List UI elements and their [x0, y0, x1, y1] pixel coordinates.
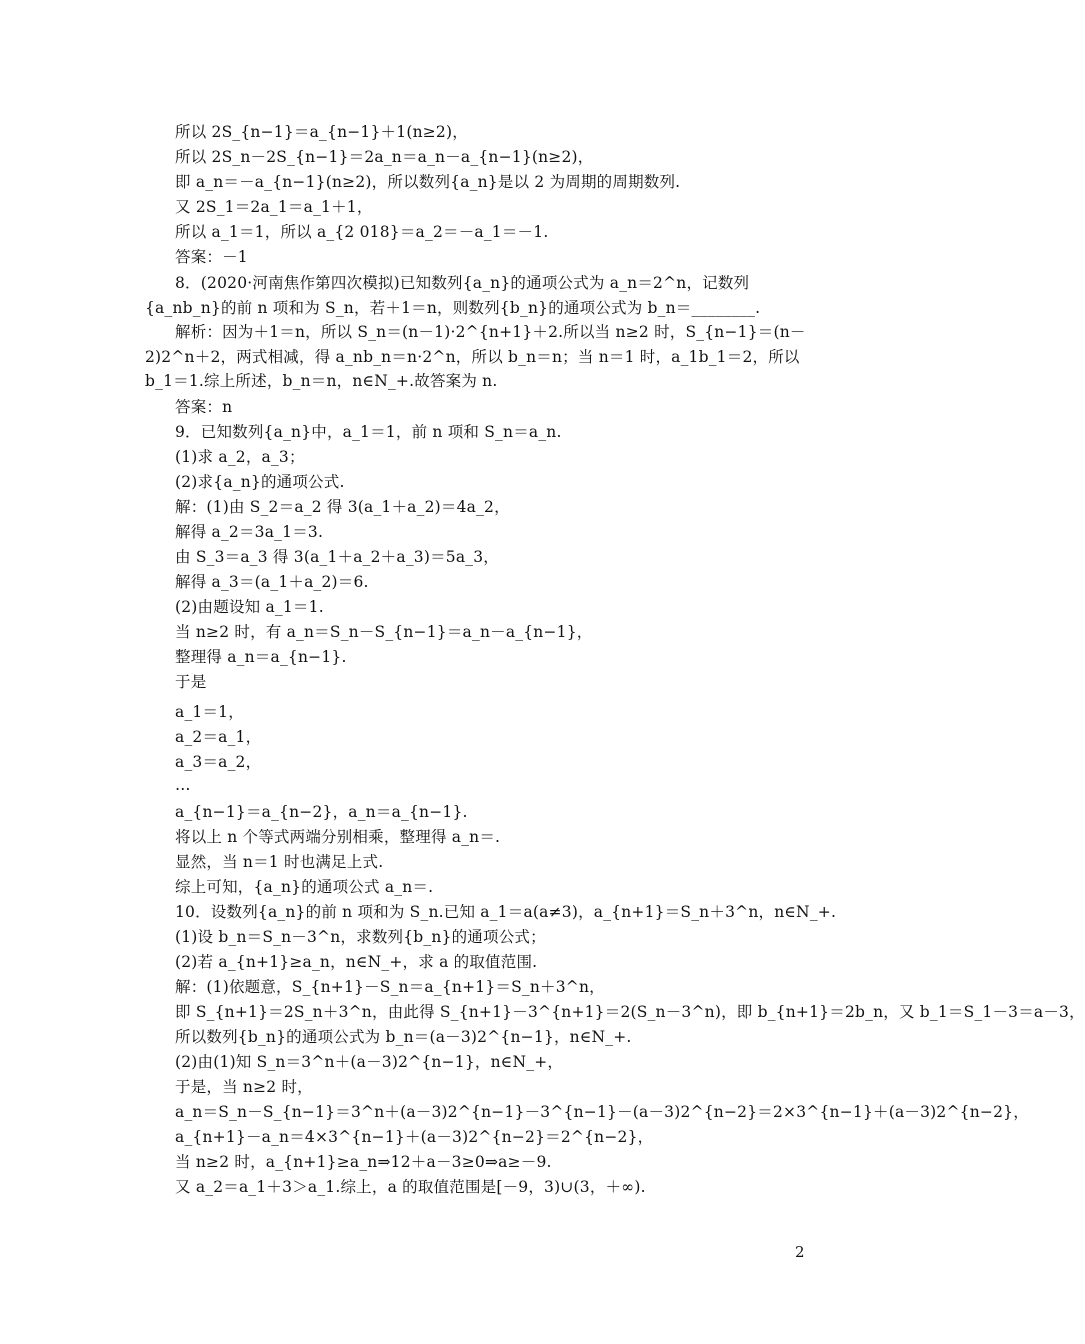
problem-10: 10．设数列{a_n}的前 n 项和为 S_n.已知 a_1＝a(a≠3)，a_{n+1}＝S_n＋3^n，n∈N_+.: [175, 903, 837, 921]
text-line: 答案：n: [175, 398, 233, 416]
text-line: 于是，当 n≥2 时，: [175, 1078, 313, 1096]
text-line: 又 a_2＝a_1＋3＞a_1.综上，a 的取值范围是[－9，3)∪(3，＋∞).: [175, 1178, 646, 1196]
problem-8: 8．(2020·河南焦作第四次模拟)已知数列{a_n}的通项公式为 a_n＝2^n，记数列{a_nb_n}的前 n 项和为 S_n，若＋1＝n，则数列{b_n}的通项公式为 b_n＝________.: [145, 274, 761, 317]
text-line: a_{n+1}－a_n＝4×3^{n−1}＋(a－3)2^{n−2}＝2^{n−2}，: [175, 1128, 654, 1146]
text-line: (2)由题设知 a_1＝1.: [175, 598, 324, 616]
text-line: (2)若 a_{n+1}≥a_n，n∈N_+，求 a 的取值范围.: [175, 953, 538, 971]
text-line: 所以数列{b_n}的通项公式为 b_n＝(a－3)2^{n−1}，n∈N_+.: [175, 1028, 632, 1046]
text-line: a_{n−1}＝a_{n−2}，a_n＝a_{n−1}.: [175, 803, 468, 821]
text-line: 即 S_{n+1}＝2S_n＋3^n，由此得 S_{n+1}－3^{n+1}＝2(S_n－3^n)，即 b_{n+1}＝2b_n，又 b_1＝S_1－3＝a－3，: [175, 1003, 1085, 1021]
text-line: a_n＝S_n－S_{n−1}＝3^n＋(a－3)2^{n−1}－3^{n−1}－(a－3)2^{n−2}＝2×3^{n−1}＋(a－3)2^{n−2}，: [175, 1103, 1029, 1121]
text-line: 当 n≥2 时，a_{n+1}≥a_n⇒12＋a－3≥0⇒a≥－9.: [175, 1153, 552, 1171]
text-line: (2)由(1)知 S_n＝3^n＋(a－3)2^{n−1}，n∈N_+，: [175, 1053, 564, 1071]
text-line: 所以 a_1＝1，所以 a_{2 018}＝a_2＝－a_1＝－1.: [175, 223, 549, 241]
text-line: 由 S_3＝a_3 得 3(a_1＋a_2＋a_3)＝5a_3，: [175, 548, 499, 566]
text-line: 将以上 n 个等式两端分别相乘，整理得 a_n＝.: [175, 828, 501, 846]
problem-8-solution: 解析：因为＋1＝n，所以 S_n＝(n－1)·2^{n+1}＋2.所以当 n≥2 时，S_{n−1}＝(n－2)2^n＋2，两式相减，得 a_nb_n＝n·2^n，所以 b_n＝n；当 n＝1 时，a_1b_1＝2，所以 b_1＝1.综上所述，b_n＝n，n∈N_+.故答案为 n.: [145, 323, 806, 390]
text-line: 又 2S_1＝2a_1＝a_1＋1，: [175, 198, 373, 216]
text-line: (2)求{a_n}的通项公式.: [175, 473, 345, 491]
text-line: 所以 2S_{n−1}＝a_{n−1}＋1(n≥2)，: [175, 123, 468, 141]
text-line: (1)设 b_n＝S_n－3^n，求数列{b_n}的通项公式；: [175, 928, 546, 946]
text-line: 当 n≥2 时，有 a_n＝S_n－S_{n−1}＝a_n－a_{n−1}，: [175, 623, 593, 641]
text-line: …: [175, 776, 191, 794]
problem-9: 9．已知数列{a_n}中，a_1＝1，前 n 项和 S_n＝a_n.: [175, 423, 562, 441]
text-line: 显然，当 n＝1 时也满足上式.: [175, 853, 384, 871]
text-line: 即 a_n＝－a_{n−1}(n≥2)，所以数列{a_n}是以 2 为周期的周期数列.: [175, 173, 681, 191]
text-line: a_2＝a_1，: [175, 728, 262, 746]
text-line: a_1＝1，: [175, 703, 244, 721]
text-line: 答案：－1: [175, 248, 248, 266]
text-line: 解得 a_2＝3a_1＝3.: [175, 523, 324, 541]
text-line: (1)求 a_2，a_3；: [175, 448, 305, 466]
text-line: 解：(1)依题意，S_{n+1}－S_n＝a_{n+1}＝S_n＋3^n，: [175, 978, 605, 996]
text-line: 于是: [175, 673, 207, 691]
text-line: a_3＝a_2，: [175, 753, 262, 771]
text-line: 解：(1)由 S_2＝a_2 得 3(a_1＋a_2)＝4a_2，: [175, 498, 510, 516]
page-number: 2: [795, 1243, 805, 1261]
text-line: 整理得 a_n＝a_{n−1}.: [175, 648, 347, 666]
text-line: 解得 a_3＝(a_1＋a_2)＝6.: [175, 573, 369, 591]
text-line: 所以 2S_n－2S_{n−1}＝2a_n＝a_n－a_{n−1}(n≥2)，: [175, 148, 594, 166]
text-line: 综上可知，{a_n}的通项公式 a_n＝.: [175, 878, 434, 896]
